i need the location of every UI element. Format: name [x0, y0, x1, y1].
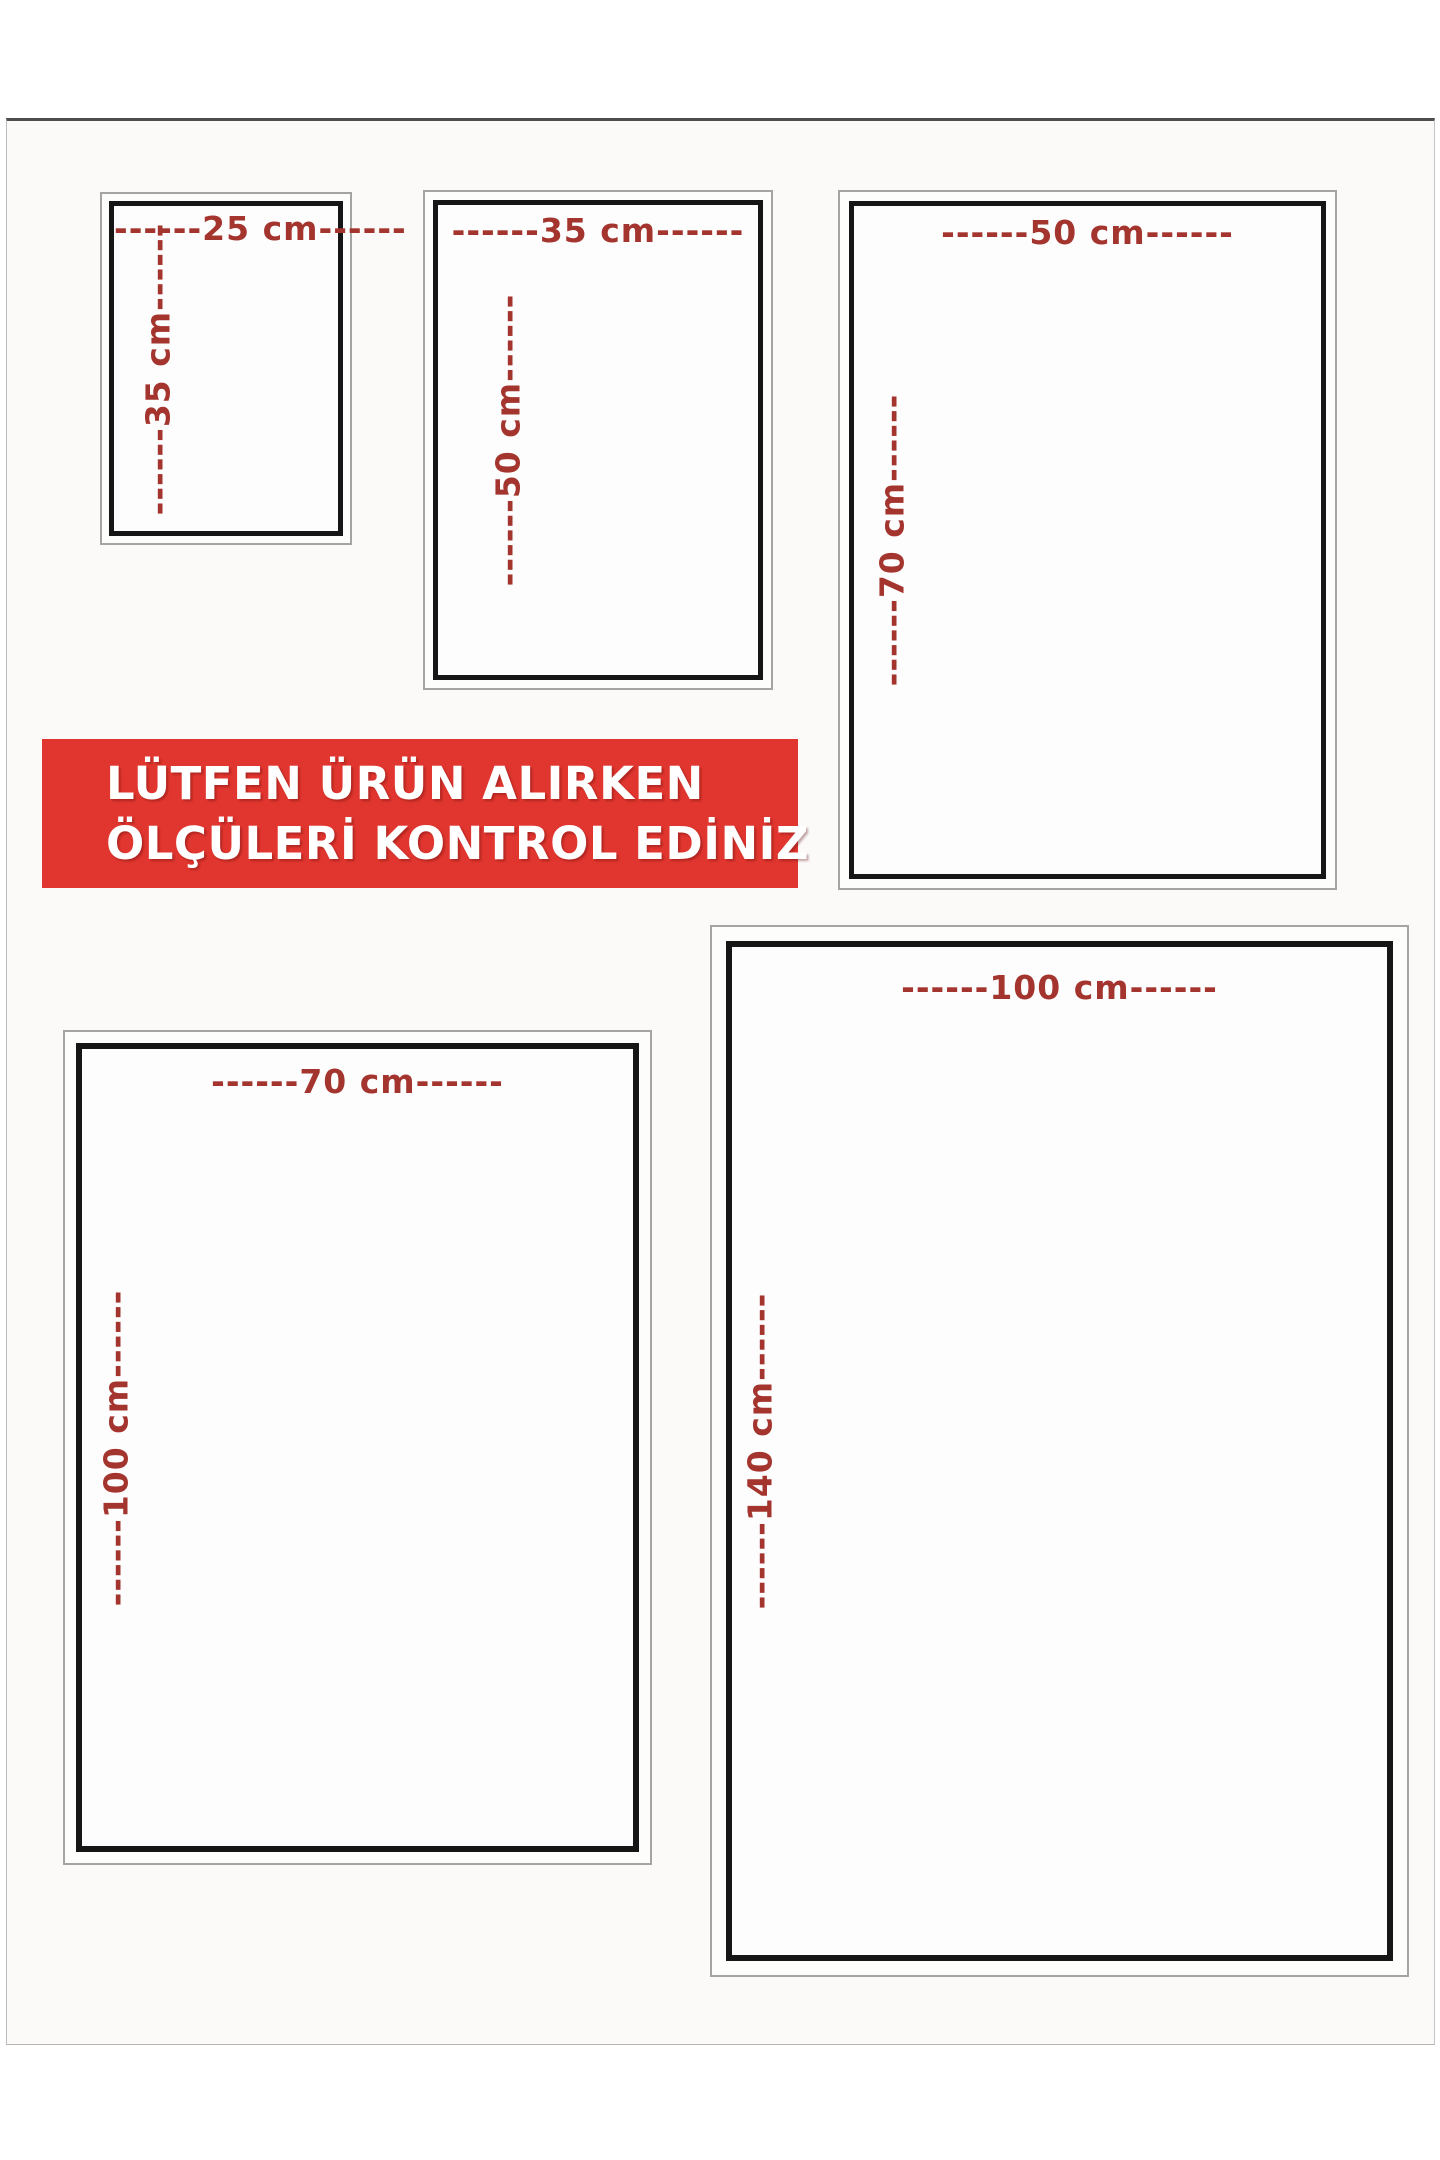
height-label-140cm: ------140 cm------: [740, 1292, 780, 1610]
size-box-100x140-frame: [726, 941, 1393, 1961]
size-box-100x140: [710, 925, 1409, 1977]
size-box-25x35-frame: [109, 201, 407, 536]
width-label-70cm: ------70 cm------: [211, 1062, 504, 1101]
size-box-70x100-frame: [76, 1043, 639, 1852]
height-label-70cm: ------70 cm------: [872, 393, 912, 687]
warning-banner-line2: ÖLÇÜLERİ KONTROL EDİNİZ: [106, 816, 810, 870]
width-label-25cm: ------25 cm------: [114, 209, 407, 248]
height-label-100cm: ------100 cm------: [96, 1289, 136, 1606]
size-box-35x50-frame: [433, 200, 763, 680]
width-label-50cm: ------50 cm------: [941, 213, 1234, 252]
size-box-25x35: [100, 192, 407, 545]
size-box-70x100: [63, 1030, 652, 1865]
warning-banner: [42, 739, 810, 888]
size-box-50x70: [838, 190, 1337, 890]
warning-banner-line1: LÜTFEN ÜRÜN ALIRKEN: [106, 757, 704, 811]
size-box-50x70-frame: [849, 201, 1326, 879]
size-box-35x50: [423, 190, 773, 690]
width-label-35cm: ------35 cm------: [451, 211, 745, 250]
height-label-35cm: ------35 cm------: [138, 222, 178, 515]
height-label-50cm: ------50 cm------: [488, 293, 528, 587]
width-label-100cm: ------100 cm------: [901, 968, 1218, 1007]
